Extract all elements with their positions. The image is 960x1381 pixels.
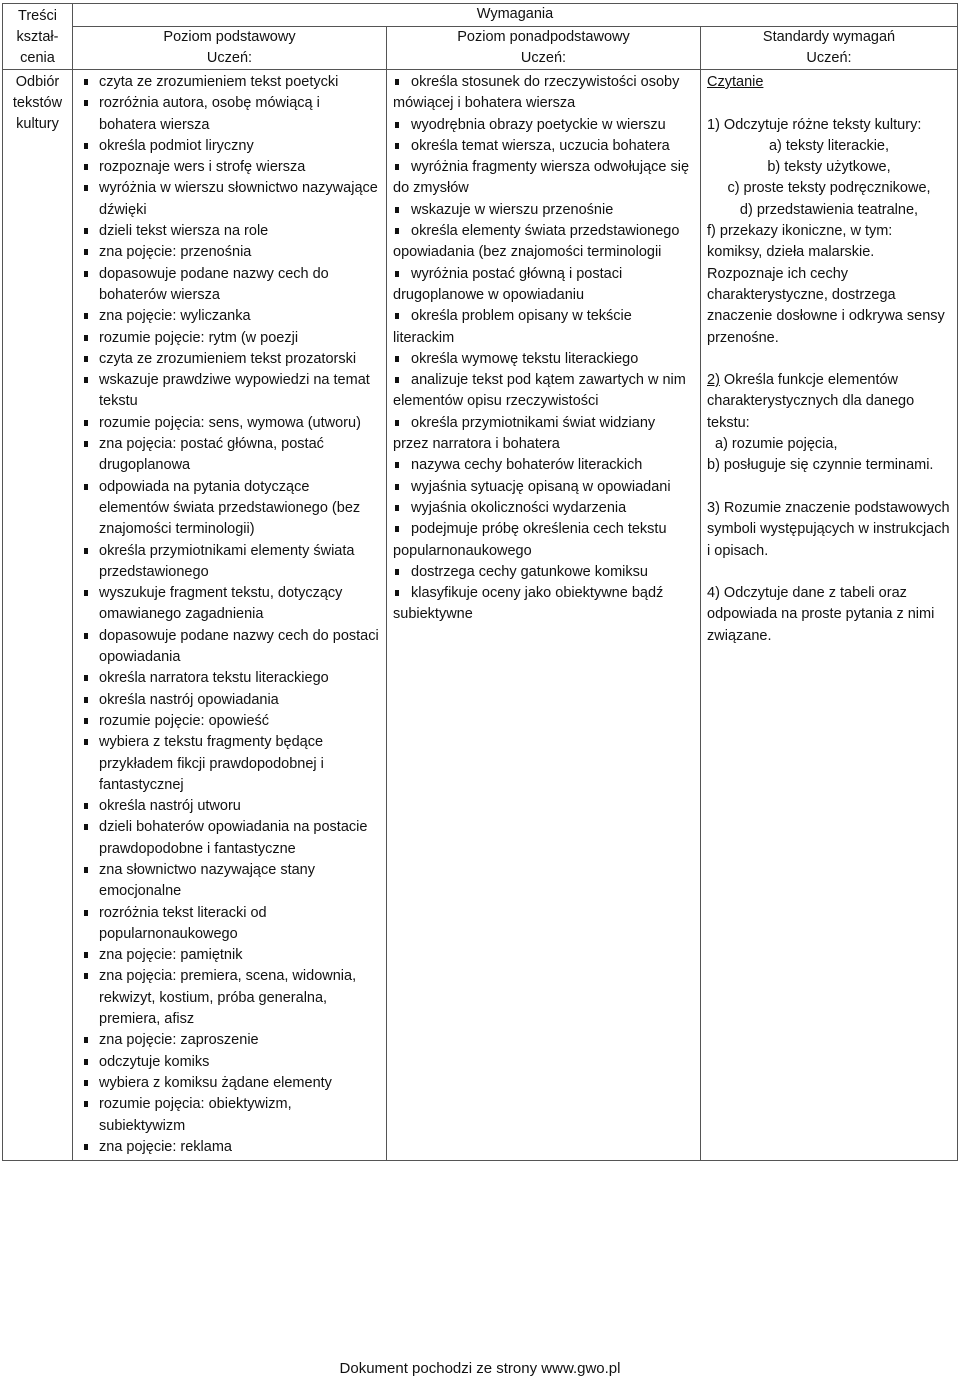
advanced-requirement-item: wyjaśnia okoliczności wydarzenia bbox=[393, 498, 694, 519]
basic-requirement-item: odpowiada na pytania dotyczące elementów świata przedstawionego (bez znajomości terminologii) bbox=[79, 477, 380, 541]
standard-2 bbox=[707, 370, 951, 434]
basic-requirements-cell bbox=[73, 70, 387, 1161]
basic-requirement-item: zna słownictwo nazywające stany emocjonalne bbox=[79, 860, 380, 903]
header-basic-level bbox=[73, 27, 387, 70]
basic-requirement-item: odczytuje komiks bbox=[79, 1052, 380, 1073]
advanced-level-subtitle: Uczeń: bbox=[520, 50, 567, 66]
basic-requirement-item: rozpoznaje wers i strofę wiersza bbox=[79, 157, 380, 178]
header-content-line-2: kształ- bbox=[16, 29, 59, 45]
standard-1: 1) Odczytuje różne teksty kultury: bbox=[707, 116, 922, 133]
advanced-requirements-list bbox=[387, 70, 700, 628]
basic-requirement-item: określa podmiot liryczny bbox=[79, 136, 380, 157]
advanced-requirement-item: dostrzega cechy gatunkowe komiksu bbox=[393, 562, 694, 583]
standards-title: Standardy wymagań bbox=[762, 29, 896, 45]
advanced-requirement-item: klasyfikuje oceny jako obiektywne bądź subiektywne bbox=[393, 583, 694, 626]
basic-requirement-item: określa nastrój opowiadania bbox=[79, 690, 380, 711]
basic-requirement-item: wyszukuje fragment tekstu, dotyczący omawianego zagadnienia bbox=[79, 583, 380, 626]
advanced-level-title: Poziom ponadpodstawowy bbox=[457, 29, 630, 45]
standard-2b: b) posługuje się czynnie terminami. bbox=[707, 457, 934, 474]
header-advanced-level bbox=[387, 27, 701, 70]
advanced-requirement-item: określa elementy świata przedstawionego opowiadania (bez znajomości terminologii bbox=[393, 221, 694, 264]
advanced-requirement-item: analizuje tekst pod kątem zawartych w nim elementów opisu rzeczywistości bbox=[393, 370, 694, 413]
basic-requirement-item: rozumie pojęcia: sens, wymowa (utworu) bbox=[79, 413, 380, 434]
header-requirements bbox=[73, 4, 958, 27]
topic-line-1: Odbiór bbox=[15, 74, 60, 90]
basic-requirement-item: wybiera z tekstu fragmenty będące przykładem fikcji prawdopodobnej i fantastycznej bbox=[79, 732, 380, 796]
standard-2-number: 2) bbox=[707, 372, 720, 389]
advanced-requirement-item: określa temat wiersza, uczucia bohatera bbox=[393, 136, 694, 157]
advanced-requirement-item: określa wymowę tekstu literackiego bbox=[393, 349, 694, 370]
standard-4: 4) Odczytuje dane z tabeli oraz odpowiada na proste pytania z nimi związane. bbox=[707, 585, 935, 644]
advanced-requirement-item: określa stosunek do rzeczywistości osoby mówiącej i bohatera wiersza bbox=[393, 72, 694, 115]
standards-heading: Czytanie bbox=[707, 74, 764, 90]
standard-3: 3) Rozumie znaczenie podstawowych symboli występujących w instrukcjach i opisach. bbox=[707, 499, 950, 559]
footer-source: Dokument pochodzi ze strony www.gwo.pl bbox=[339, 1360, 621, 1377]
basic-requirement-item: zna pojęcie: przenośnia bbox=[79, 242, 380, 263]
header-content-line-1: Treści bbox=[18, 8, 57, 24]
basic-requirement-item: rozumie pojęcie: opowieść bbox=[79, 711, 380, 732]
advanced-requirements-cell bbox=[387, 70, 701, 1161]
standards-subtitle: Uczeń: bbox=[806, 50, 852, 66]
basic-requirement-item: dzieli tekst wiersza na role bbox=[79, 221, 380, 242]
advanced-requirement-item: wyjaśnia sytuację opisaną w opowiadani bbox=[393, 477, 694, 498]
advanced-requirement-item: określa przymiotnikami świat widziany przez narratora i bohatera bbox=[393, 413, 694, 456]
requirements-table bbox=[2, 3, 958, 1161]
topic-line-3: kultury bbox=[16, 116, 59, 132]
basic-level-subtitle: Uczeń: bbox=[206, 50, 253, 66]
basic-requirement-item: zna pojęcia: postać główna, postać drugoplanowa bbox=[79, 434, 380, 477]
header-content-area bbox=[3, 4, 73, 70]
header-standards bbox=[701, 27, 958, 70]
basic-requirement-item: zna pojęcie: pamiętnik bbox=[79, 945, 380, 966]
standards-cell bbox=[701, 70, 958, 1161]
standard-1f: f) przekazy ikoniczne, w tym: komiksy, dzieła malarskie. bbox=[707, 223, 893, 261]
header-content-line-3: cenia bbox=[20, 50, 55, 66]
basic-requirement-item: zna pojęcie: reklama bbox=[79, 1137, 380, 1158]
basic-requirement-item: dopasowuje podane nazwy cech do bohaterów wiersza bbox=[79, 264, 380, 307]
basic-requirement-item: czyta ze zrozumieniem tekst poetycki bbox=[79, 72, 380, 93]
basic-requirement-item: rozumie pojęcie: rytm (w poezji bbox=[79, 328, 380, 349]
basic-requirement-item: określa nastrój utworu bbox=[79, 796, 380, 817]
standard-1c: c) proste teksty podręcznikowe, bbox=[727, 180, 931, 197]
advanced-requirement-item: wyróżnia fragmenty wiersza odwołujące się do zmysłów bbox=[393, 157, 694, 200]
requirements-title: Wymagania bbox=[476, 6, 554, 22]
basic-requirement-item: rozróżnia autora, osobę mówiącą i bohatera wiersza bbox=[79, 93, 380, 136]
advanced-requirement-item: określa problem opisany w tekście literackim bbox=[393, 306, 694, 349]
standard-2a: a) rozumie pojęcia, bbox=[715, 436, 838, 453]
standard-2-text: Określa funkcje elementów charakterystycznych dla danego tekstu: bbox=[707, 372, 915, 431]
basic-requirement-item: dzieli bohaterów opowiadania na postacie prawdopodobne i fantastyczne bbox=[79, 817, 380, 860]
basic-requirements-list bbox=[73, 70, 386, 1160]
basic-requirement-item: określa przymiotnikami elementy świata przedstawionego bbox=[79, 541, 380, 584]
basic-requirement-item: zna pojęcia: premiera, scena, widownia, rekwizyt, kostium, próba generalna, premiera, afisz bbox=[79, 966, 380, 1030]
basic-requirement-item: wybiera z komiksu żądane elementy bbox=[79, 1073, 380, 1094]
topic-cell bbox=[3, 70, 73, 1161]
advanced-requirement-item: wskazuje w wierszu przenośnie bbox=[393, 200, 694, 221]
standard-1d: d) przedstawienia teatralne, bbox=[739, 201, 919, 218]
standard-1g: Rozpoznaje ich cechy charakterystyczne, dostrzega znaczenie dosłowne i odkrywa sensy przenośne. bbox=[707, 265, 945, 346]
basic-requirement-item: zna pojęcie: wyliczanka bbox=[79, 306, 380, 327]
basic-requirement-item: rozumie pojęcia: obiektywizm, subiektywizm bbox=[79, 1094, 380, 1137]
basic-requirement-item: czyta ze zrozumieniem tekst prozatorski bbox=[79, 349, 380, 370]
basic-requirement-item: rozróżnia tekst literacki od popularnonaukowego bbox=[79, 903, 380, 946]
standard-1b: b) teksty użytkowe, bbox=[767, 159, 891, 176]
basic-requirement-item: zna pojęcie: zaproszenie bbox=[79, 1030, 380, 1051]
standard-1a: a) teksty literackie, bbox=[768, 137, 890, 154]
advanced-requirement-item: nazywa cechy bohaterów literackich bbox=[393, 455, 694, 476]
basic-level-title: Poziom podstawowy bbox=[163, 29, 296, 45]
advanced-requirement-item: wyodrębnia obrazy poetyckie w wierszu bbox=[393, 115, 694, 136]
basic-requirement-item: określa narratora tekstu literackiego bbox=[79, 668, 380, 689]
topic-line-2: tekstów bbox=[12, 95, 63, 111]
basic-requirement-item: wskazuje prawdziwe wypowiedzi na temat tekstu bbox=[79, 370, 380, 413]
advanced-requirement-item: podejmuje próbę określenia cech tekstu popularnonaukowego bbox=[393, 519, 694, 562]
basic-requirement-item: wyróżnia w wierszu słownictwo nazywające dźwięki bbox=[79, 178, 380, 221]
advanced-requirement-item: wyróżnia postać główną i postaci drugoplanowe w opowiadaniu bbox=[393, 264, 694, 307]
basic-requirement-item: dopasowuje podane nazwy cech do postaci opowiadania bbox=[79, 626, 380, 669]
